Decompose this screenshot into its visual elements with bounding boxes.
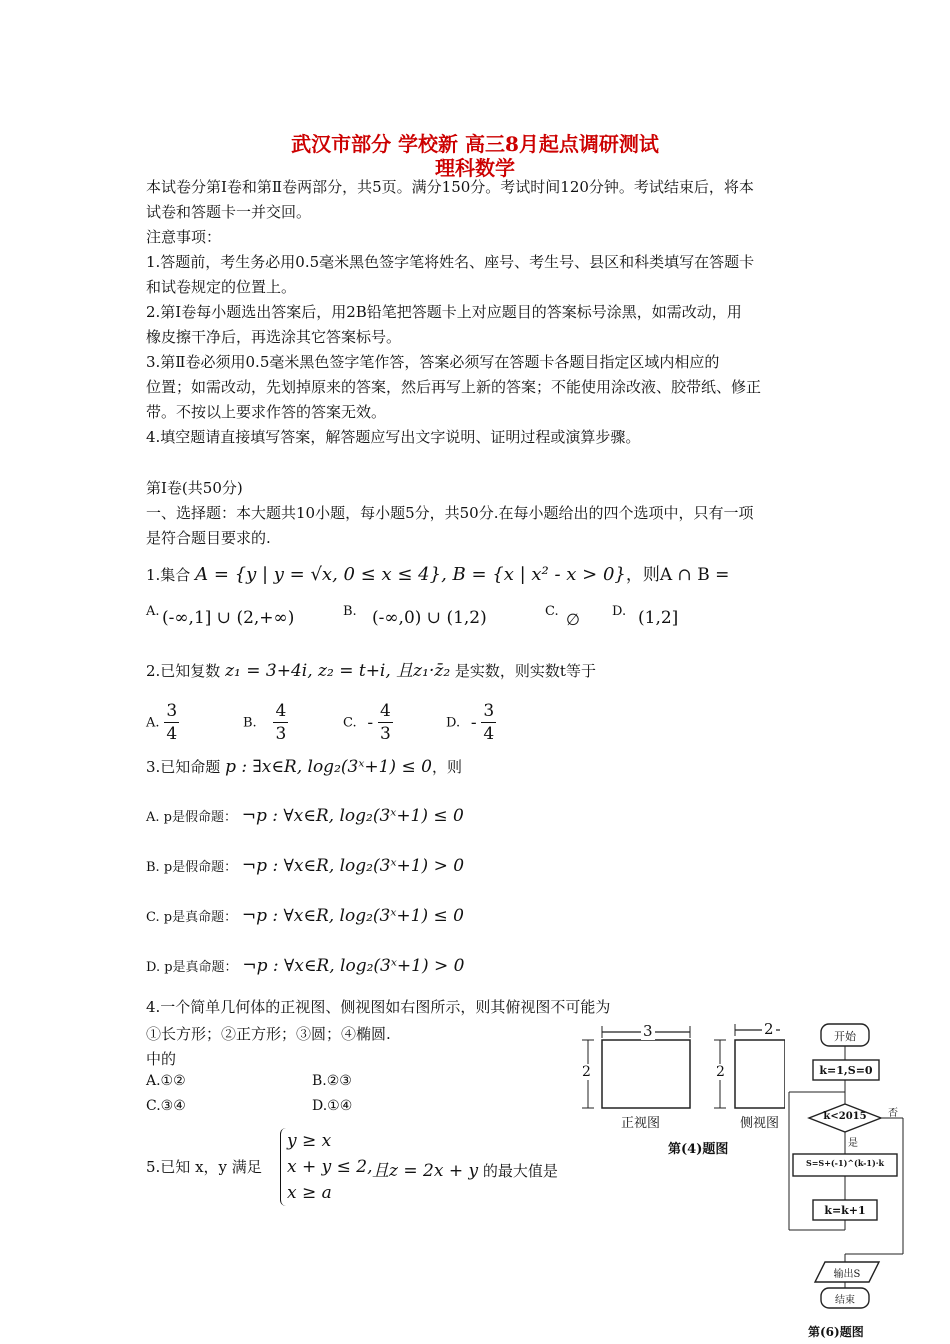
answer-option-d — [146, 956, 464, 976]
intro-line: 本试卷分第Ⅰ卷和第Ⅱ卷两部分，共5页。满分150分。考试时间120分钟。考试结束后，将本 — [146, 178, 754, 196]
option-expr: (-∞,1] ∪ (2,+∞) — [162, 608, 295, 628]
front-view-caption: 正视图 — [621, 1116, 661, 1131]
section-instructions: 一、选择题：本大题共10小题，每小题5分，共50分.在每小题给出的四个选项中，只有一项 — [146, 504, 754, 522]
option-label: B. p是假命题： — [146, 860, 238, 875]
question-ask: ，则A ∩ B = — [625, 565, 730, 585]
option-label: B. — [243, 715, 257, 731]
minus-sign: - — [470, 712, 477, 733]
section-instructions: 是符合题目要求的. — [146, 529, 271, 547]
answer-option-c: C.③④ — [146, 1098, 186, 1114]
yes-branch-label: 是 — [848, 1138, 858, 1149]
exam-subtitle: 理科数学 — [435, 156, 515, 180]
option-expr: ¬p : ∀x∈R, log₂(3ˣ+1) ≤ 0 — [241, 806, 464, 826]
notice-title: 注意事项： — [146, 228, 222, 246]
option-label: C. — [545, 604, 559, 619]
no-branch-label: 否 — [888, 1108, 898, 1119]
question-4-options-text: ①长方形；②正方形；③圆；④椭圆. — [146, 1025, 391, 1043]
side-view-caption: 侧视图 — [740, 1116, 780, 1131]
option-expr: ¬p : ∀x∈R, log₂(3ˣ+1) > 0 — [241, 856, 465, 876]
option-label: D. — [612, 604, 627, 619]
minus-sign: - — [367, 712, 374, 733]
constraint: y ≥ x — [287, 1131, 332, 1151]
option-label: A. p是假命题： — [146, 810, 237, 825]
figure-6-caption: 第(6)题图 — [808, 1325, 864, 1339]
front-view-rect — [602, 1040, 690, 1108]
answer-option-d: D.①④ — [312, 1098, 353, 1114]
answer-option-a — [146, 700, 179, 745]
constraint-system — [280, 1128, 373, 1206]
question-3 — [146, 756, 462, 777]
answer-option-d — [446, 700, 496, 745]
output-label: 输出S — [833, 1269, 861, 1280]
constraint: x ≥ a — [287, 1183, 332, 1203]
complex-expr: z₁ = 3+4i, z₂ = t+i, 且z₁·z̄₂ — [225, 661, 451, 681]
answer-option-c — [343, 700, 393, 745]
side-view-rect — [735, 1040, 785, 1108]
question-prefix: 3.已知命题 — [146, 758, 221, 776]
notice-item: 带。不按以上要求作答的答案无效。 — [146, 403, 387, 421]
figure-4-views — [570, 1018, 785, 1156]
fraction: $\frac{3}{4}$ — [166, 701, 178, 744]
notice-item: 2.第Ⅰ卷每小题选出答案后，用2B铅笔把答题卡上对应题目的答案标号涂黑，如需改动，用 — [146, 303, 742, 321]
option-label: C. p是真命题： — [146, 910, 238, 925]
fraction: $\frac{3}{4}$ — [483, 701, 495, 744]
proposition-expr: p : ∃x∈R, log₂(3ˣ+1) ≤ 0 — [225, 757, 432, 777]
side-width-label: 2 — [764, 1020, 774, 1038]
fraction: $\frac{4}{3}$ — [275, 701, 287, 744]
option-label: B. — [343, 604, 357, 619]
end-label: 结束 — [835, 1295, 855, 1306]
condition-label: k<2015 — [823, 1111, 867, 1122]
question-5-objective — [372, 1156, 558, 1181]
option-expr: ¬p : ∀x∈R, log₂(3ˣ+1) > 0 — [242, 956, 465, 976]
question-prefix: 1.集合 — [146, 566, 191, 584]
option-label: D. — [446, 715, 461, 731]
option-label: D. p是真命题： — [146, 960, 238, 975]
answer-option-b: B.②③ — [312, 1073, 352, 1089]
option-label: A. — [146, 604, 160, 619]
set-a-expr: A = {y | y = √x, 0 ≤ x ≤ 4} — [195, 564, 442, 585]
answer-option-a: A.①② — [146, 1073, 186, 1089]
answer-option-a — [146, 806, 464, 826]
update-s-label: S=S+(-1)^(k-1)·k — [805, 1158, 885, 1168]
figure-4-caption: 第(4)题图 — [668, 1142, 729, 1157]
question-4: 4.一个简单几何体的正视图、侧视图如右图所示，则其俯视图不可能为 — [146, 998, 611, 1016]
option-expr: (-∞,0) ∪ (1,2) — [372, 608, 487, 628]
option-expr: (1,2] — [638, 608, 679, 628]
option-label: A. — [146, 715, 160, 731]
exam-title: 武汉市部分 学校新 高三8月起点调研测试 — [291, 132, 659, 156]
start-label: 开始 — [834, 1030, 856, 1043]
question-suffix: 是实数，则实数t等于 — [454, 662, 596, 680]
notice-item: 和试卷规定的位置上。 — [146, 278, 297, 296]
option-expr: ∅ — [566, 610, 580, 629]
part-heading: 第Ⅰ卷(共50分) — [146, 479, 243, 497]
notice-item: 1.答题前，考生务必用0.5毫米黑色签字笔将姓名、座号、考生号、县区和科类填写在答题卡 — [146, 253, 755, 271]
intro-line: 试卷和答题卡一并交回。 — [146, 203, 312, 221]
front-height-label: 2 — [582, 1064, 591, 1080]
objective-expr: 且z = 2x + y — [372, 1161, 479, 1181]
question-suffix: ，则 — [431, 758, 462, 776]
init-label: k=1,S=0 — [819, 1064, 873, 1077]
question-prefix: 2.已知复数 — [146, 662, 221, 680]
question-5-prefix: 5.已知 x，y 满足 — [146, 1158, 262, 1176]
constraint: x + y ≤ 2, — [287, 1157, 373, 1177]
option-label: C. — [343, 715, 357, 731]
fraction: $\frac{4}{3}$ — [379, 701, 391, 744]
front-width-label: 3 — [643, 1022, 653, 1040]
notice-item: 位置；如需改动，先划掉原来的答案，然后再写上新的答案；不能使用涂改液、胶带纸、修正 — [146, 378, 762, 396]
notice-item: 橡皮擦干净后，再选涂其它答案标号。 — [146, 328, 402, 346]
side-height-label: 2 — [716, 1064, 725, 1080]
update-k-label: k=k+1 — [824, 1204, 866, 1217]
answer-option-c — [146, 906, 464, 926]
question-1 — [146, 560, 729, 585]
notice-item: 4.填空题请直接填写答案，解答题应写出文字说明、证明过程或演算步骤。 — [146, 428, 641, 446]
option-expr: ¬p : ∀x∈R, log₂(3ˣ+1) ≤ 0 — [241, 906, 464, 926]
answer-option-b — [243, 700, 288, 745]
answer-option-b — [146, 856, 464, 876]
question-2 — [146, 656, 596, 681]
notice-item: 3.第Ⅱ卷必须用0.5毫米黑色签字笔作答，答案必须写在答题卡各题目指定区域内相应的 — [146, 353, 720, 371]
question-suffix: 的最大值是 — [482, 1162, 558, 1180]
question-4-tail: 中的 — [146, 1050, 177, 1068]
set-b-expr: , B = {x | x² - x > 0} — [441, 564, 626, 585]
